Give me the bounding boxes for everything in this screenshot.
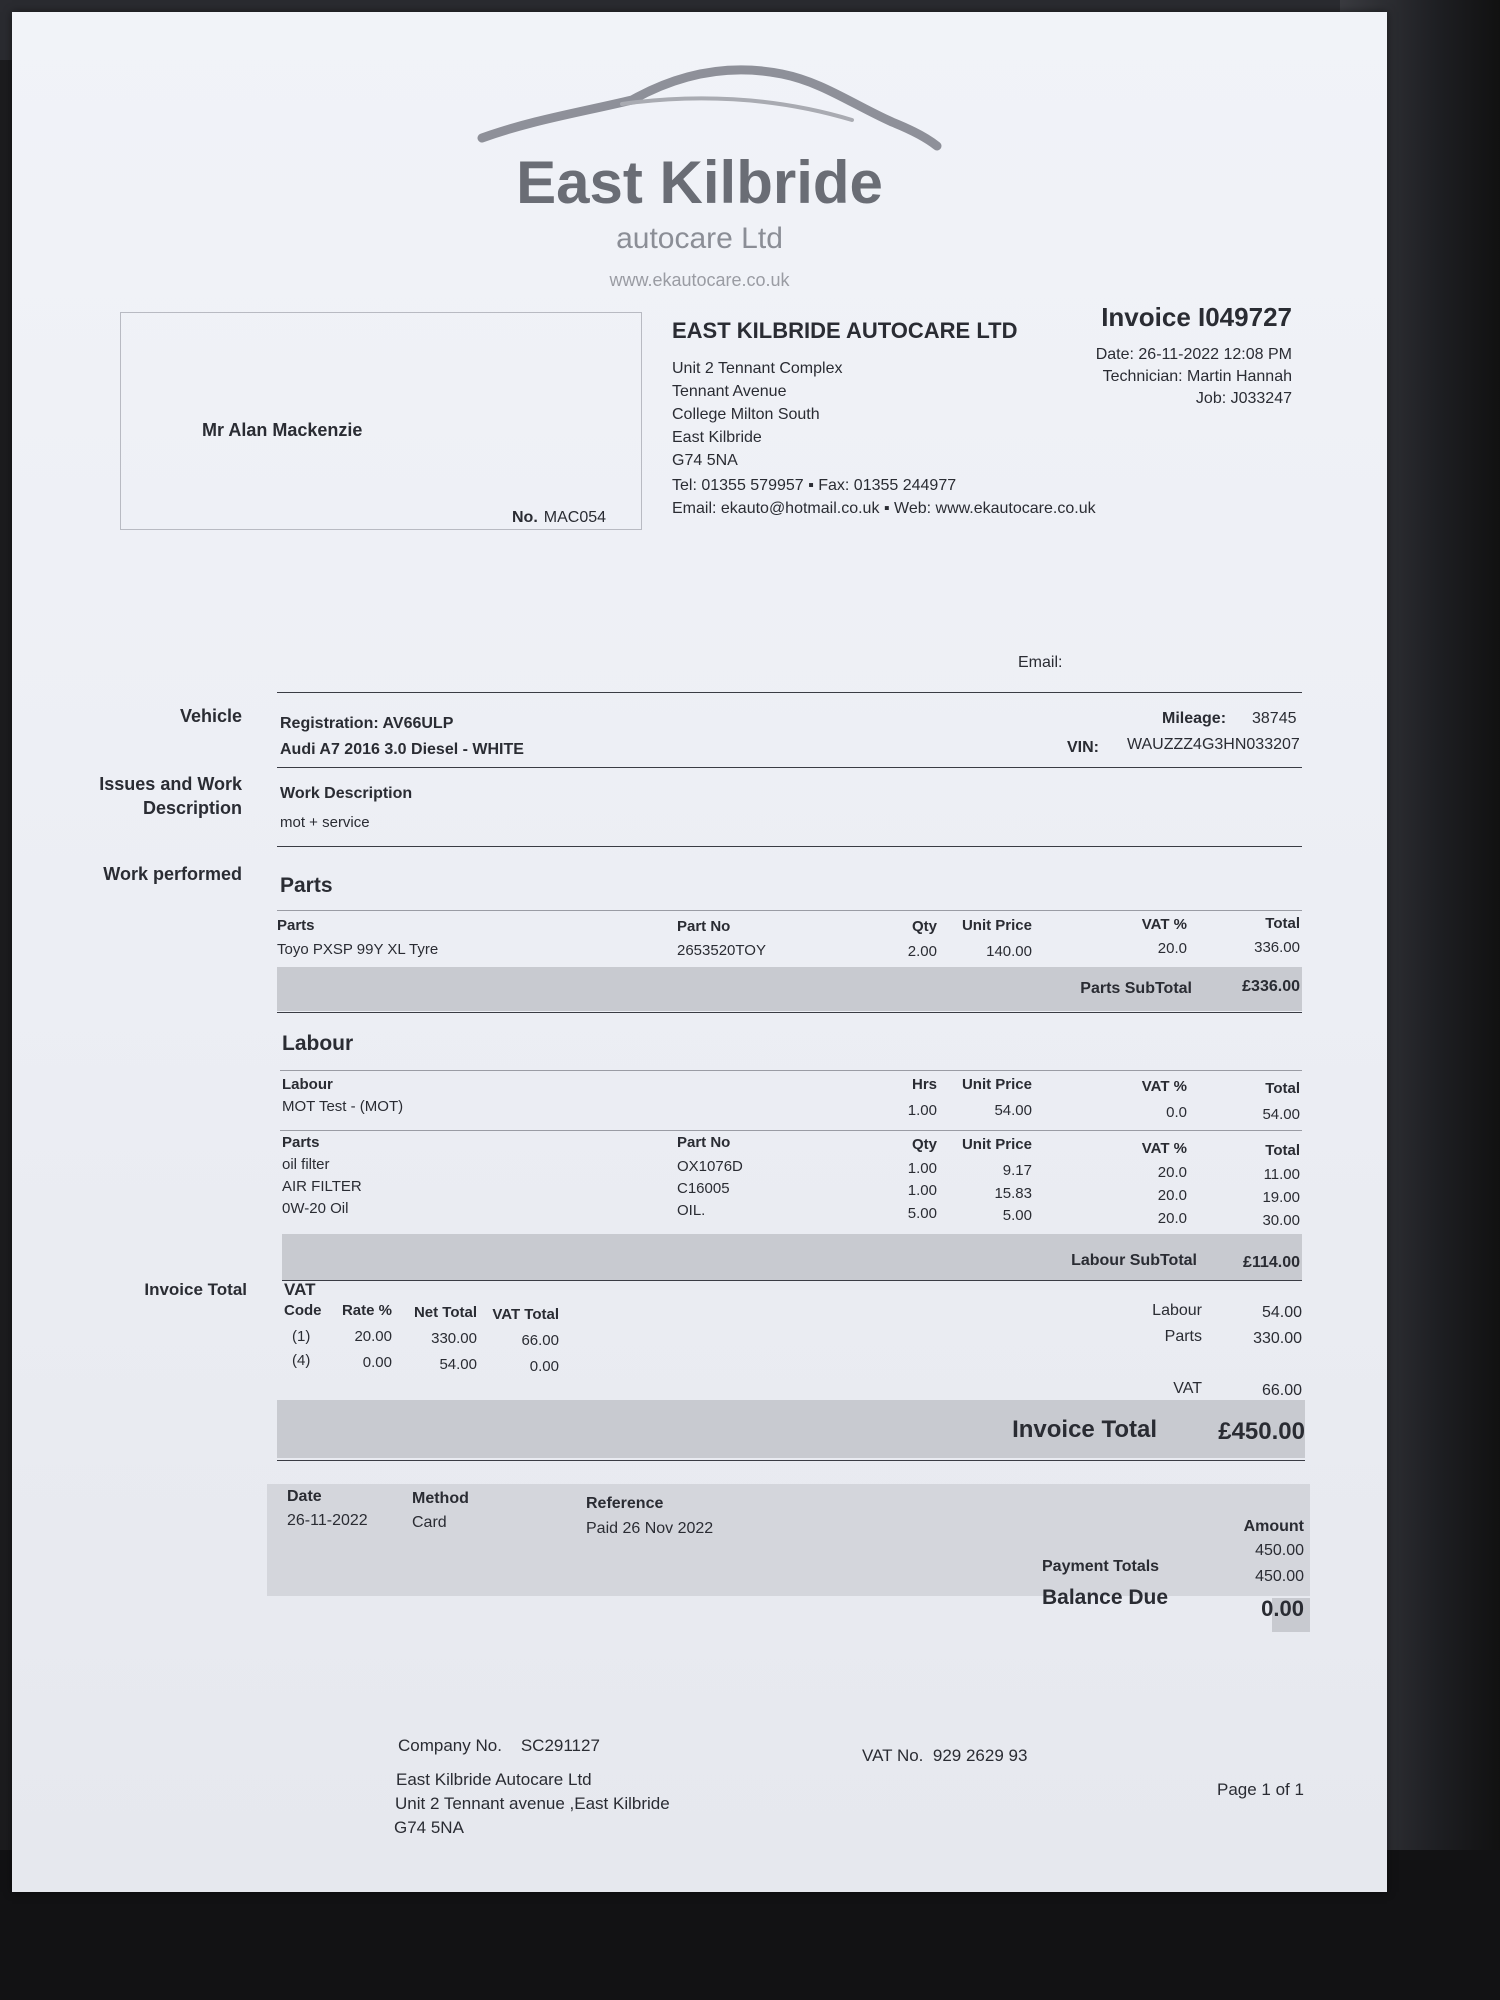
customer-address-box [120, 312, 642, 530]
labour-col-hrs: Hrs [911, 1076, 937, 1093]
vat-col-rate: Rate % [341, 1302, 392, 1319]
company-email-web: Email: ekauto@hotmail.co.uk ▪ Web: www.ekautocare.co.uk [672, 500, 1096, 517]
balance-due-label: Balance Due [1042, 1586, 1169, 1609]
company-address-line: Tennant Avenue [672, 383, 787, 400]
labour-part-total: 11.00 [1263, 1166, 1300, 1183]
labour-col-name: Labour [282, 1076, 333, 1093]
work-performed-label: Work performed [103, 864, 242, 884]
labour-parts-col-unitprice: Unit Price [961, 1136, 1032, 1153]
labour-parts-col-total: Total [1265, 1142, 1300, 1159]
part-row-total: 336.00 [1254, 939, 1300, 956]
totals-vat-label: VAT [1173, 1380, 1202, 1397]
company-name: EAST KILBRIDE AUTOCARE LTD [672, 318, 1018, 343]
payment-row-reference: Paid 26 Nov 2022 [586, 1520, 714, 1537]
invoice-total-value: £450.00 [1218, 1418, 1305, 1445]
account-no-label: No. [512, 509, 538, 526]
labour-part-qty: 1.00 [907, 1182, 937, 1199]
parts-subtotal-label: Parts SubTotal [1080, 980, 1192, 997]
car-logo-icon [472, 60, 952, 160]
vehicle-label: Vehicle [179, 706, 242, 726]
vat-row-net: 54.00 [439, 1356, 477, 1373]
invoice-sheet [12, 12, 1387, 1892]
part-row-name: Toyo PXSP 99Y XL Tyre [277, 941, 439, 958]
labour-part-total: 19.00 [1262, 1189, 1300, 1206]
footer-vat-no-value: 929 2629 93 [932, 1746, 1028, 1765]
parts-subtotal-value: £336.00 [1242, 978, 1300, 995]
customer-account [512, 509, 606, 527]
work-description-heading: Work Description [280, 785, 413, 802]
labour-part-name: AIR FILTER [282, 1178, 362, 1195]
footer-company-name: East Kilbride Autocare Ltd [396, 1770, 592, 1789]
invoice-total-title: Invoice Total [1012, 1416, 1157, 1443]
footer-vat-no-label: VAT No. [862, 1746, 924, 1765]
footer-address-2: G74 5NA [394, 1818, 464, 1837]
vat-heading: VAT [284, 1280, 316, 1299]
payment-totals-value: 450.00 [1255, 1568, 1304, 1585]
mileage-label: Mileage: [1162, 710, 1227, 727]
labour-part-partno: C16005 [677, 1180, 730, 1197]
invoice-job: Job: J033247 [1195, 390, 1292, 407]
totals-parts-value: 330.00 [1253, 1330, 1302, 1347]
part-row-unitprice: 140.00 [986, 943, 1032, 960]
totals-parts-label: Parts [1164, 1328, 1202, 1345]
footer-company-no [398, 1736, 600, 1756]
parts-col-vat: VAT % [1141, 916, 1187, 933]
payment-row-method: Card [412, 1514, 447, 1531]
parts-col-partno: Part No [677, 918, 731, 935]
parts-col-total: Total [1265, 915, 1300, 932]
labour-part-unitprice: 9.17 [1002, 1162, 1032, 1179]
payment-row-date: 26-11-2022 [287, 1512, 368, 1529]
vat-row-net: 330.00 [431, 1330, 477, 1347]
labour-part-unitprice: 5.00 [1002, 1207, 1032, 1224]
invoice-total-label: Invoice Total [144, 1280, 247, 1299]
page-number: Page 1 of 1 [1217, 1780, 1304, 1799]
company-address-line: College Milton South [672, 406, 820, 423]
labour-row-unitprice: 54.00 [994, 1102, 1032, 1119]
footer-company-no-label: Company No. [398, 1736, 502, 1755]
payment-col-reference: Reference [586, 1495, 664, 1512]
labour-part-total: 30.00 [1262, 1212, 1300, 1229]
labour-parts-col-partno: Part No [677, 1134, 731, 1151]
vat-row-code: (4) [292, 1352, 311, 1369]
labour-part-name: 0W-20 Oil [282, 1200, 349, 1217]
labour-parts-col-qty: Qty [911, 1136, 937, 1153]
vin-value: WAUZZZ4G3HN033207 [1127, 736, 1300, 753]
email-label: Email: [1018, 654, 1063, 671]
labour-parts-col-name: Parts [282, 1134, 320, 1151]
balance-due-value: 0.00 [1261, 1596, 1304, 1621]
labour-row-vat: 0.0 [1166, 1104, 1187, 1121]
parts-col-qty: Qty [911, 918, 937, 935]
labour-col-unitprice: Unit Price [961, 1076, 1032, 1093]
labour-part-vat: 20.0 [1157, 1164, 1187, 1181]
vat-row-rate: 20.00 [354, 1328, 392, 1345]
labour-part-partno: OIL. [677, 1202, 706, 1219]
customer-name: Mr Alan Mackenzie [202, 420, 363, 440]
invoice-technician: Technician: Martin Hannah [1102, 368, 1292, 385]
vehicle-model: Audi A7 2016 3.0 Diesel - WHITE [280, 741, 524, 758]
footer-vat-no [862, 1746, 1027, 1766]
invoice-date: Date: 26-11-2022 12:08 PM [1095, 346, 1292, 363]
company-address-line: G74 5NA [672, 452, 738, 469]
part-row-vat: 20.0 [1157, 940, 1187, 957]
totals-labour-label: Labour [1152, 1302, 1202, 1319]
vat-row-code: (1) [292, 1328, 311, 1345]
logo-title: East Kilbride [516, 149, 883, 216]
company-address-line: East Kilbride [672, 429, 762, 446]
payment-col-method: Method [412, 1490, 469, 1507]
labour-part-name: oil filter [282, 1156, 330, 1173]
parts-heading: Parts [280, 874, 333, 897]
totals-labour-value: 54.00 [1261, 1304, 1302, 1321]
vin-label: VIN: [1067, 739, 1099, 756]
labour-row-hrs: 1.00 [907, 1102, 937, 1119]
payment-col-amount: Amount [1243, 1518, 1304, 1535]
work-description-text: mot + service [280, 814, 370, 831]
labour-part-vat: 20.0 [1157, 1210, 1187, 1227]
labour-parts-col-vat: VAT % [1141, 1140, 1187, 1157]
vat-row-vat: 0.00 [529, 1358, 559, 1375]
labour-subtotal-label: Labour SubTotal [1071, 1252, 1197, 1269]
issues-label-1: Issues and Work [99, 774, 242, 794]
parts-col-unitprice: Unit Price [961, 917, 1032, 934]
part-row-partno: 2653520TOY [677, 942, 766, 959]
vat-col-net: Net Total [413, 1304, 477, 1321]
labour-part-unitprice: 15.83 [994, 1185, 1032, 1202]
vehicle-registration: Registration: AV66ULP [280, 715, 454, 732]
labour-subtotal-value: £114.00 [1243, 1254, 1300, 1271]
footer-address-1: Unit 2 Tennant avenue ,East Kilbride [395, 1794, 670, 1813]
vat-col-vat: VAT Total [492, 1306, 559, 1323]
vat-row-rate: 0.00 [362, 1354, 392, 1371]
labour-part-qty: 5.00 [907, 1205, 937, 1222]
part-row-qty: 2.00 [907, 943, 937, 960]
company-address-line: Unit 2 Tennant Complex [672, 360, 843, 377]
issues-label-2: Description [142, 798, 242, 818]
logo-subtitle: autocare Ltd [616, 222, 783, 255]
payment-row-amount: 450.00 [1255, 1542, 1304, 1559]
labour-part-vat: 20.0 [1157, 1187, 1187, 1204]
logo-website: www.ekautocare.co.uk [609, 270, 790, 290]
mileage-value: 38745 [1252, 710, 1297, 727]
footer-company-no-value: SC291127 [520, 1736, 600, 1755]
labour-row-total: 54.00 [1262, 1106, 1300, 1123]
account-no-value: MAC054 [543, 509, 607, 526]
totals-vat-value: 66.00 [1261, 1382, 1302, 1399]
labour-col-total: Total [1265, 1080, 1300, 1097]
labour-col-vat: VAT % [1141, 1078, 1187, 1095]
parts-col-name: Parts [277, 917, 315, 934]
labour-row-name: MOT Test - (MOT) [282, 1098, 404, 1115]
vat-row-vat: 66.00 [521, 1332, 559, 1349]
labour-part-partno: OX1076D [677, 1158, 743, 1175]
company-phone: Tel: 01355 579957 ▪ Fax: 01355 244977 [672, 477, 957, 494]
payment-totals-label: Payment Totals [1042, 1558, 1160, 1575]
vat-col-code: Code [284, 1302, 322, 1319]
labour-part-qty: 1.00 [907, 1160, 937, 1177]
payment-col-date: Date [287, 1488, 322, 1505]
invoice-title: Invoice I049727 [1101, 302, 1292, 332]
labour-heading: Labour [282, 1032, 354, 1055]
